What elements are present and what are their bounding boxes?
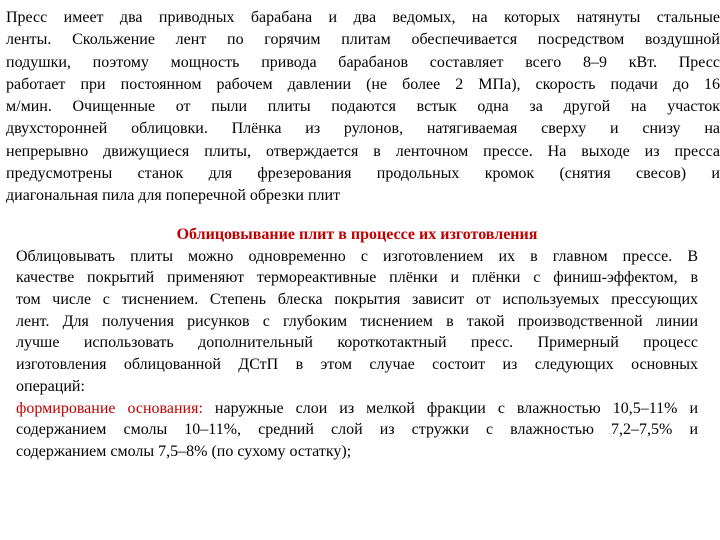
paragraph-press-description (6, 7, 720, 208)
text-line: операций: (16, 377, 85, 395)
text-line: изготовления облицованной ДСтП в этом случае состоит из следующих основных (16, 356, 698, 374)
text-line: Облицовывать плиты можно одновременно с изготовлением их в главном прессе. В (16, 247, 698, 265)
text-line: Пресс имеет два приводных барабана и два ведомых, на которых натянуты стальные (6, 9, 720, 26)
text-line: предусмотрены станок для фрезерования продольных кромок (снятия свесов) и (6, 165, 720, 183)
list-item-line (16, 398, 698, 420)
text-line: диагональная пила для поперечной обрезки плит (6, 187, 341, 205)
text-line: ленты. Скольжение лент по горячим плитам обеспечивается посредством воздушной (6, 31, 720, 49)
text-line: том числе с тиснением. Степень блеска покрытия зависит от используемых прессующих (16, 291, 698, 309)
text-line: лент. Для получения рисунков с глубоким тиснением в такой производственной линии (16, 312, 698, 330)
section-heading: Облицовывание плит в процессе их изготовления (176, 226, 538, 243)
list-item-text: наружные слои из мелкой фракции с влажностью 10,5–11% и (202, 399, 699, 417)
text-line: двухсторонней облицовки. Плёнка из рулонов, натягиваемая сверху и снизу на (6, 120, 720, 138)
text-line: качестве покрытий применяют термореактивные плёнки и плёнки с финиш-эффектом, в (16, 269, 698, 287)
list-item-term: формирование основания: (16, 399, 203, 417)
text-line: лучше использовать дополнительный короткотактный пресс. Примерный процесс (16, 334, 698, 352)
text-line: непрерывно движущиеся плиты, отверждается в ленточном прессе. На выходе из пресса (6, 142, 720, 160)
text-line: подушки, поэтому мощность привода барабанов составляет всего 8–9 кВт. Пресс (6, 53, 720, 71)
text-line: работает при постоянном рабочем давлении (не более 2 МПа), скорость подачи до 16 (6, 75, 720, 93)
list-item-line: содержанием смолы 10–11%, средний слой из стружки с влажностью 7,2–7,5% и (16, 421, 698, 439)
section-facing-during-manufacturing (16, 224, 698, 463)
text-line: м/мин. Очищенные от пыли плиты подаются встык одна за другой на участок (6, 98, 720, 116)
list-item-line: содержанием смолы 7,5–8% (по сухому остатку); (16, 442, 352, 460)
